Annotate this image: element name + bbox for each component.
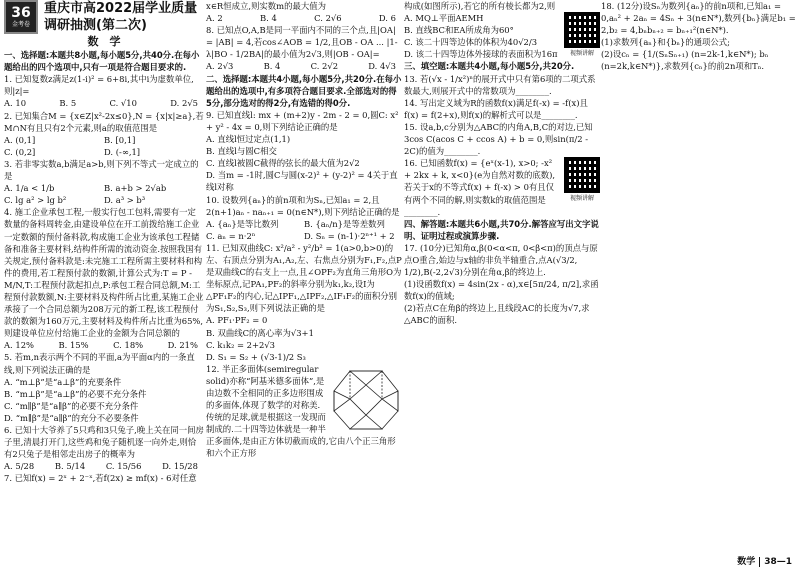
question: 11. 已知双曲线C: x²/a² - y²/b² = 1(a>0,b>0)的左、右顶点分别为A₁,A₂,左、右焦点分别为F₁,F₂,点P是双曲线C的右支上一点,且∠OPF₂为直角三角形O为坐标原点,记PA₁,PF₂的斜率分别为k₁,k₂,设I为△PF₁F₂的内心,记△IPF₁,△IPF₂,△IF₁F₂的面积分别为S₁,S₂,S₃,则下列说法正确的是	[206, 242, 402, 314]
question: 2. 已知集合M = {x∈Z|x²-2x≤0},N = {x|x|≥a},若M∩N有且只有2个元素,则a的取值范围是	[4, 110, 204, 133]
page-footer	[737, 554, 792, 567]
option: C. lg a² > lg b²	[4, 195, 67, 206]
question: 3. 若非零实数a,b满足a>b,则下列不等式一定成立的是	[4, 158, 199, 182]
option: C. (0,2]	[4, 146, 36, 157]
question: 17. (10分)已知角α,β(0<α<π, 0<β<π)的顶点与原点O重合,始边与x轴的非负半轴重合,点A(√3/2, 1/2),B(-2,2√3)分别在角α,β的终边上.	[404, 242, 598, 278]
question: 10. 设数列{aₙ}的前n项和为Sₙ,已知a₁ = 2,且2(n+1)aₙ - naₙ₊₁ = 0(n∈N*),则下列结论正确的是	[206, 194, 400, 217]
options	[206, 12, 402, 24]
options	[4, 97, 204, 109]
question: 16. 已知函数f(x) = {eˣ(x-1), x>0; -x² + 2kx + k, x<0}(e为自然对数的底数),若关于x的不等式f(x) + f(-x) > 0有且仅有两个不同的解,则实数k的取值范围是________.	[404, 158, 556, 217]
polyhedron-figure	[330, 365, 402, 435]
question-part: (1)求数列{aₙ}和{bₙ}的通项公式;	[601, 37, 730, 48]
option: A. 10	[4, 98, 27, 109]
question-part: (2)设cₙ = {1/(SₙSₙ₊₁) (n=2k-1,k∈N*); bₙ (n=2k,k∈N*)},求数列{cₙ}的前2n项和Tₙ.	[601, 49, 769, 72]
option: A. 2√3	[206, 61, 234, 72]
option: D. (-∞,1]	[104, 146, 141, 157]
question: 18. (12分)设Sₙ为数列{aₙ}的前n项和,已知a₁ = 0,aₙ² + 2aₙ = 4Sₙ + 3(n∈N*),数列{bₙ}满足b₁ = 2,b₂ = 4,bₙbₙ₊₂ = bₙ₊₁²(n∈N*).	[601, 1, 796, 36]
option: A. “m⊥β”是“a⊥β”的充要条件	[4, 376, 122, 387]
option: C. 18%	[113, 340, 144, 351]
options	[4, 182, 204, 206]
qr-code[interactable]	[564, 157, 600, 205]
option: C. aₙ = n·2ⁿ	[206, 230, 256, 241]
question: 构成(如图所示),若它的所有棱长都为2,则	[404, 1, 556, 11]
question: 9. 已知直线l: mx + (m+2)y - 2m - 2 = 0,圆C: x² + y² - 4x = 0,则下列结论正确的是	[206, 109, 399, 132]
question-part: (2)若点C在角β的终边上,且线段AC的长度为√7,求△ABC的面积.	[404, 303, 590, 326]
options	[206, 218, 402, 242]
option: D. 该二十四等边体外接球的表面积为16π	[404, 49, 558, 60]
question: 12. 半正多面体(semiregular solid)亦称“阿基米德多面体”,是由边数不全相同的正多边形围成的多面体,体现了数学的对称美.传统的足球,就是根据这一发现而制成的.二十四等边体就是一种半正多面体,是由正方体切截而成的,它由八个正三角形和六个正方形	[206, 363, 396, 459]
option: B. 直线BC和EA所成角为60°	[404, 25, 514, 36]
option: A. 5/28	[4, 461, 35, 472]
badge-label: 金考卷	[11, 20, 30, 28]
option: D. 2√5	[170, 98, 198, 109]
question-part: (1)设函数f(x) = 4sin(2x - α),x∈[5π/24, π/2],求函数f(x)的值域;	[404, 279, 599, 302]
option: C. “m∥β”是“a∥β”的必要不充分条件	[4, 400, 139, 411]
question: 1. 已知复数z满足z(1-i)² = 6+8i,其中i为虚数单位,则|z|=	[4, 74, 194, 97]
option: B. 5	[59, 98, 77, 109]
badge-number: 36	[11, 4, 31, 21]
qr-code-image	[564, 12, 600, 48]
option: C. 2√2	[310, 61, 339, 72]
question: 8. 已知点O,A,B是同一平面内不同的三个点,且|OA| = |AB| = 4,若cos∠AOB = 1/2,且OB - OA ... |1-λ|BO - 1/2BA|的最小值为2√3,则|OB - OA|=	[206, 25, 398, 60]
question: 6. 已知十大爷养了5只鸡和3只兔子,晚上关在同一间房子里,清晨打开门,这些鸡和兔子随机逐一向外走,则恰有2只兔子是相邻走出房子的概率为	[4, 425, 204, 460]
option: C. 直线l被圆C截得的弦长的最大值为2√2	[206, 158, 360, 169]
option: A. 2	[206, 13, 223, 24]
option: C. √10	[109, 98, 137, 109]
options	[4, 460, 204, 472]
option: B. {aₙ/n}是等差数列	[304, 218, 385, 229]
column-4	[601, 0, 797, 73]
option: D. 21%	[167, 340, 198, 351]
option: A. {aₙ}是等比数列	[206, 218, 279, 229]
question: 13. 若(√x - 1/x²)ⁿ的展开式中只有第6项的二项式系数最大,则展开式中的常数项为________.	[404, 73, 596, 96]
badge	[4, 0, 38, 34]
option: B. 4	[260, 13, 277, 24]
option: D. 15/28	[162, 461, 198, 472]
option: D. a³ > b³	[104, 195, 146, 206]
option: A. 直线l恒过定点(1,1)	[206, 134, 291, 145]
option: B. 5/14	[54, 461, 86, 472]
option: C. 2√6	[314, 13, 342, 24]
question: 4. 施工企业承包工程,一般实行包工包料,需要有一定数量的备料周转金,由建设单位在开工前拨给施工企业一定数额的预付备料款,构成施工企业为该承包工程储备和准备主要材料,结构件所需的流动资金.按照我国有关规定,预付备料款是:未完施工工程所需主要材料和构件的费用,若工程预付款的数额,计算公式为:T = P - M/N,T:工程预付款起扣点,P:承包工程合同总额,M:工程预付款数额,N:主要材料及构件所占比重,某施工企业承接了一个合同总额为208万元的新工程,该工程预付款的数额为160万元,主要材料及构件所占比重为65%,则建设单位应付给施工企业的金额为合同总额的	[4, 207, 204, 339]
option: D. S₁ = S₂ + (√3-1)/2 S₃	[206, 351, 306, 362]
option: C. k₁k₂ = 2+2√3	[206, 339, 275, 350]
header	[4, 0, 204, 34]
question: 5. 若m,n表示两个不同的平面,a为平面α内的一条直线,则下列说法正确的是	[4, 352, 195, 375]
column-1	[4, 0, 204, 484]
option: B. [0,1]	[104, 134, 136, 145]
option: D. “m∥β”是“a∥β”的充分不必要条件	[4, 412, 139, 423]
options	[4, 134, 204, 158]
option: D. 6	[378, 13, 396, 24]
option: A. 12%	[4, 340, 34, 351]
section-heading: 一、选择题:本题共8小题,每小题5分,共40分.在每小题给出的四个选项中,只有一项是符合题目要求的.	[4, 50, 200, 73]
option: B. 双曲线C的离心率为√3+1	[206, 327, 314, 338]
option: B. “m⊥β”是“a⊥β”的必要不充分条件	[4, 388, 147, 399]
option: A. PF₁·PF₂ = 0	[206, 315, 268, 326]
qr-code-image	[564, 157, 600, 193]
options	[206, 60, 402, 72]
question: x∈R恒成立,则实数m的最大值为	[206, 1, 326, 11]
qr-label: 视频讲解	[569, 50, 594, 58]
option: D. Sₙ = (n-1)·2ⁿ⁺¹ + 2	[304, 230, 395, 241]
question: 7. 已知f(x) = 2ˣ + 2⁻ˣ,若f(2x) ≥ mf(x) - 6对任意	[4, 473, 197, 484]
option: B. 直线l与圆C相交	[206, 146, 277, 157]
option: C. 该二十四等边体的体积为40√2/3	[404, 37, 538, 48]
option: B. a+b > 2√ab	[104, 183, 167, 194]
subject-heading: 数 学	[87, 35, 121, 48]
section-heading: 三、填空题:本题共4小题,每小题5分,共20分.	[404, 61, 575, 72]
option: B. 15%	[58, 340, 89, 351]
footer-page-number: 38—1	[764, 557, 792, 567]
footer-subject: 数学	[737, 557, 760, 567]
title-line-2: 调研抽测(第二次)	[44, 18, 147, 33]
qr-label: 视频讲解	[569, 195, 594, 203]
option: C. 15/56	[105, 461, 142, 472]
title-line-1: 重庆市高2022届学业质量	[44, 1, 198, 16]
qr-code[interactable]	[564, 12, 600, 60]
column-2	[206, 0, 402, 460]
option: D. 当m = -1时,圆C与圆(x-2)² + (y-2)² = 4关于直线l对称	[206, 170, 398, 193]
column-3	[404, 0, 600, 327]
option: A. (0,1]	[4, 134, 36, 145]
question: 15. 设a,b,c分别为△ABC的内角A,B,C的对边,已知3cos C(acos C + ccos A) + b = 0,则sin(π/2 - 2C)的值为________.	[404, 121, 593, 157]
options	[4, 339, 204, 351]
question: 14. 写出定义域为R的函数f(x)满足f(-x) = -f(x)且f(x) = f(2+x),则f(x)的解析式可以是________.	[404, 97, 588, 120]
section-heading: 四、解答题:本题共6小题,共70分.解答应写出文字说明、证明过程或演算步骤.	[404, 218, 599, 241]
option: B. 4	[263, 61, 281, 72]
section-heading: 二、选择题:本题共4小题,每小题5分,共20分.在每小题给出的选项中,有多项符合题目要求.全部选对的得5分,部分选对的得2分,有选错的得0分.	[206, 73, 402, 108]
title-block	[44, 0, 197, 34]
option: A. MQ⊥平面AEMH	[404, 13, 484, 24]
option: A. 1/a < 1/b	[4, 183, 55, 194]
option: D. 4√3	[368, 61, 396, 72]
